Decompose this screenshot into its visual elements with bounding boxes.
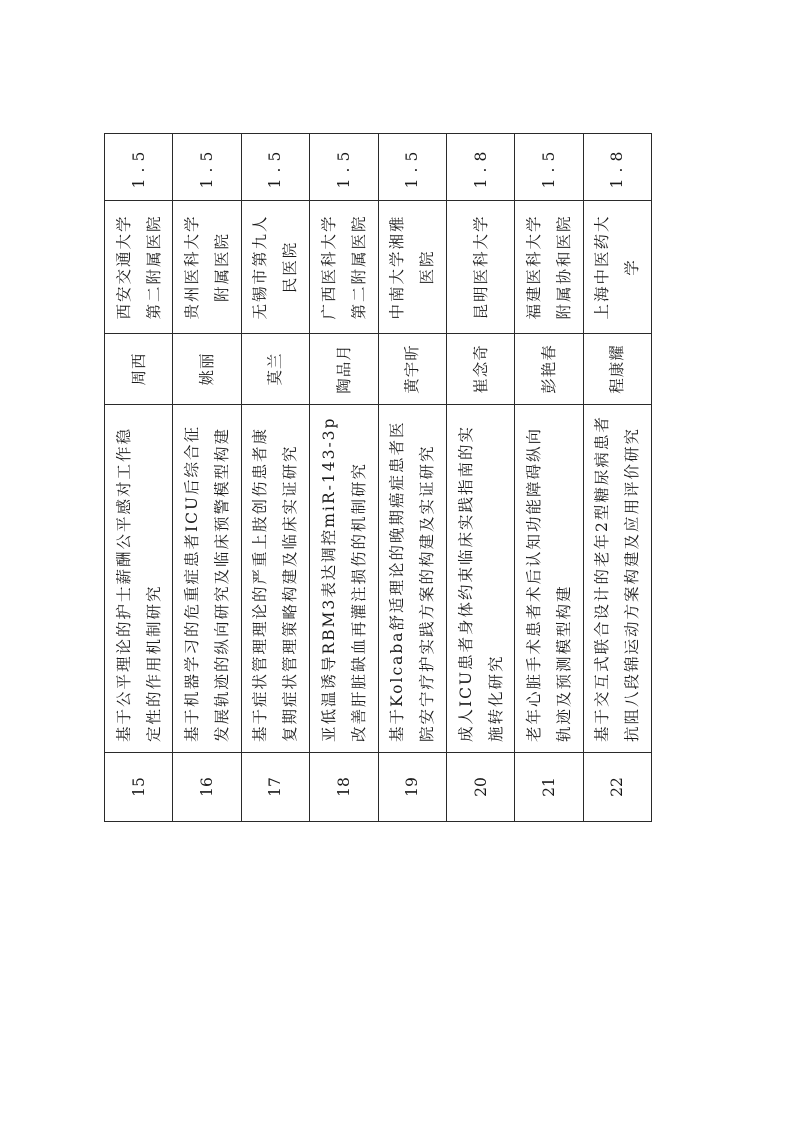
institution: 中南大学湘雅医院 (378, 201, 446, 334)
funding-amount: 1.8 (446, 134, 514, 201)
project-title: 亚低温诱导RBM3表达调控miR-143-3p改善肝脏缺血再灌注损伤的机制研究 (310, 405, 378, 753)
applicant-name: 周西 (105, 334, 173, 405)
applicant-name: 陶品月 (310, 334, 378, 405)
institution: 昆明医科大学 (446, 201, 514, 334)
funding-amount: 1.8 (583, 134, 651, 201)
row-number: 21 (515, 753, 583, 822)
applicant-name: 姚丽 (173, 334, 241, 405)
institution: 西安交通大学第二附属医院 (105, 201, 173, 334)
row-number: 17 (241, 753, 309, 822)
funding-amount: 1.5 (173, 134, 241, 201)
funding-amount: 1.5 (515, 134, 583, 201)
table-row (378, 134, 446, 822)
project-title: 成人ICU患者身体约束临床实践指南的实施转化研究 (446, 405, 514, 753)
row-number: 18 (310, 753, 378, 822)
table-row (241, 134, 309, 822)
project-table-body (105, 134, 652, 822)
project-table (104, 133, 652, 822)
project-title: 基于公平理论的护士薪酬公平感对工作稳定性的作用机制研究 (105, 405, 173, 753)
table-row (446, 134, 514, 822)
funding-amount: 1.5 (378, 134, 446, 201)
table-row (515, 134, 583, 822)
institution: 福建医科大学附属协和医院 (515, 201, 583, 334)
rotated-table-sheet (104, 134, 652, 822)
funding-amount: 1.5 (310, 134, 378, 201)
row-number: 15 (105, 753, 173, 822)
institution: 贵州医科大学附属医院 (173, 201, 241, 334)
row-number: 19 (378, 753, 446, 822)
project-title: 基于交互式联合设计的老年2型糖尿病患者抗阻八段锦运动方案构建及应用评价研究 (583, 405, 651, 753)
institution: 上海中医药大学 (583, 201, 651, 334)
funding-amount: 1.5 (241, 134, 309, 201)
applicant-name: 崔念奇 (446, 334, 514, 405)
table-row (105, 134, 173, 822)
project-title: 基于Kolcaba舒适理论的晚期癌症患者医院安宁疗护实践方案的构建及实证研究 (378, 405, 446, 753)
applicant-name: 黄宇昕 (378, 334, 446, 405)
table-row (310, 134, 378, 822)
project-title: 老年心脏手术患者术后认知功能障碍纵向轨迹及预测模型构建 (515, 405, 583, 753)
row-number: 22 (583, 753, 651, 822)
project-title: 基于机器学习的危重症患者ICU后综合征发展轨迹的纵向研究及临床预警模型构建 (173, 405, 241, 753)
applicant-name: 彭艳春 (515, 334, 583, 405)
applicant-name: 程康耀 (583, 334, 651, 405)
row-number: 16 (173, 753, 241, 822)
table-row (173, 134, 241, 822)
funding-amount: 1.5 (105, 134, 173, 201)
applicant-name: 莫兰 (241, 334, 309, 405)
institution: 广西医科大学第二附属医院 (310, 201, 378, 334)
project-title: 基于症状管理理论的严重上肢创伤患者康复期症状管理策略构建及临床实证研究 (241, 405, 309, 753)
institution: 无锡市第九人民医院 (241, 201, 309, 334)
table-row (583, 134, 651, 822)
row-number: 20 (446, 753, 514, 822)
